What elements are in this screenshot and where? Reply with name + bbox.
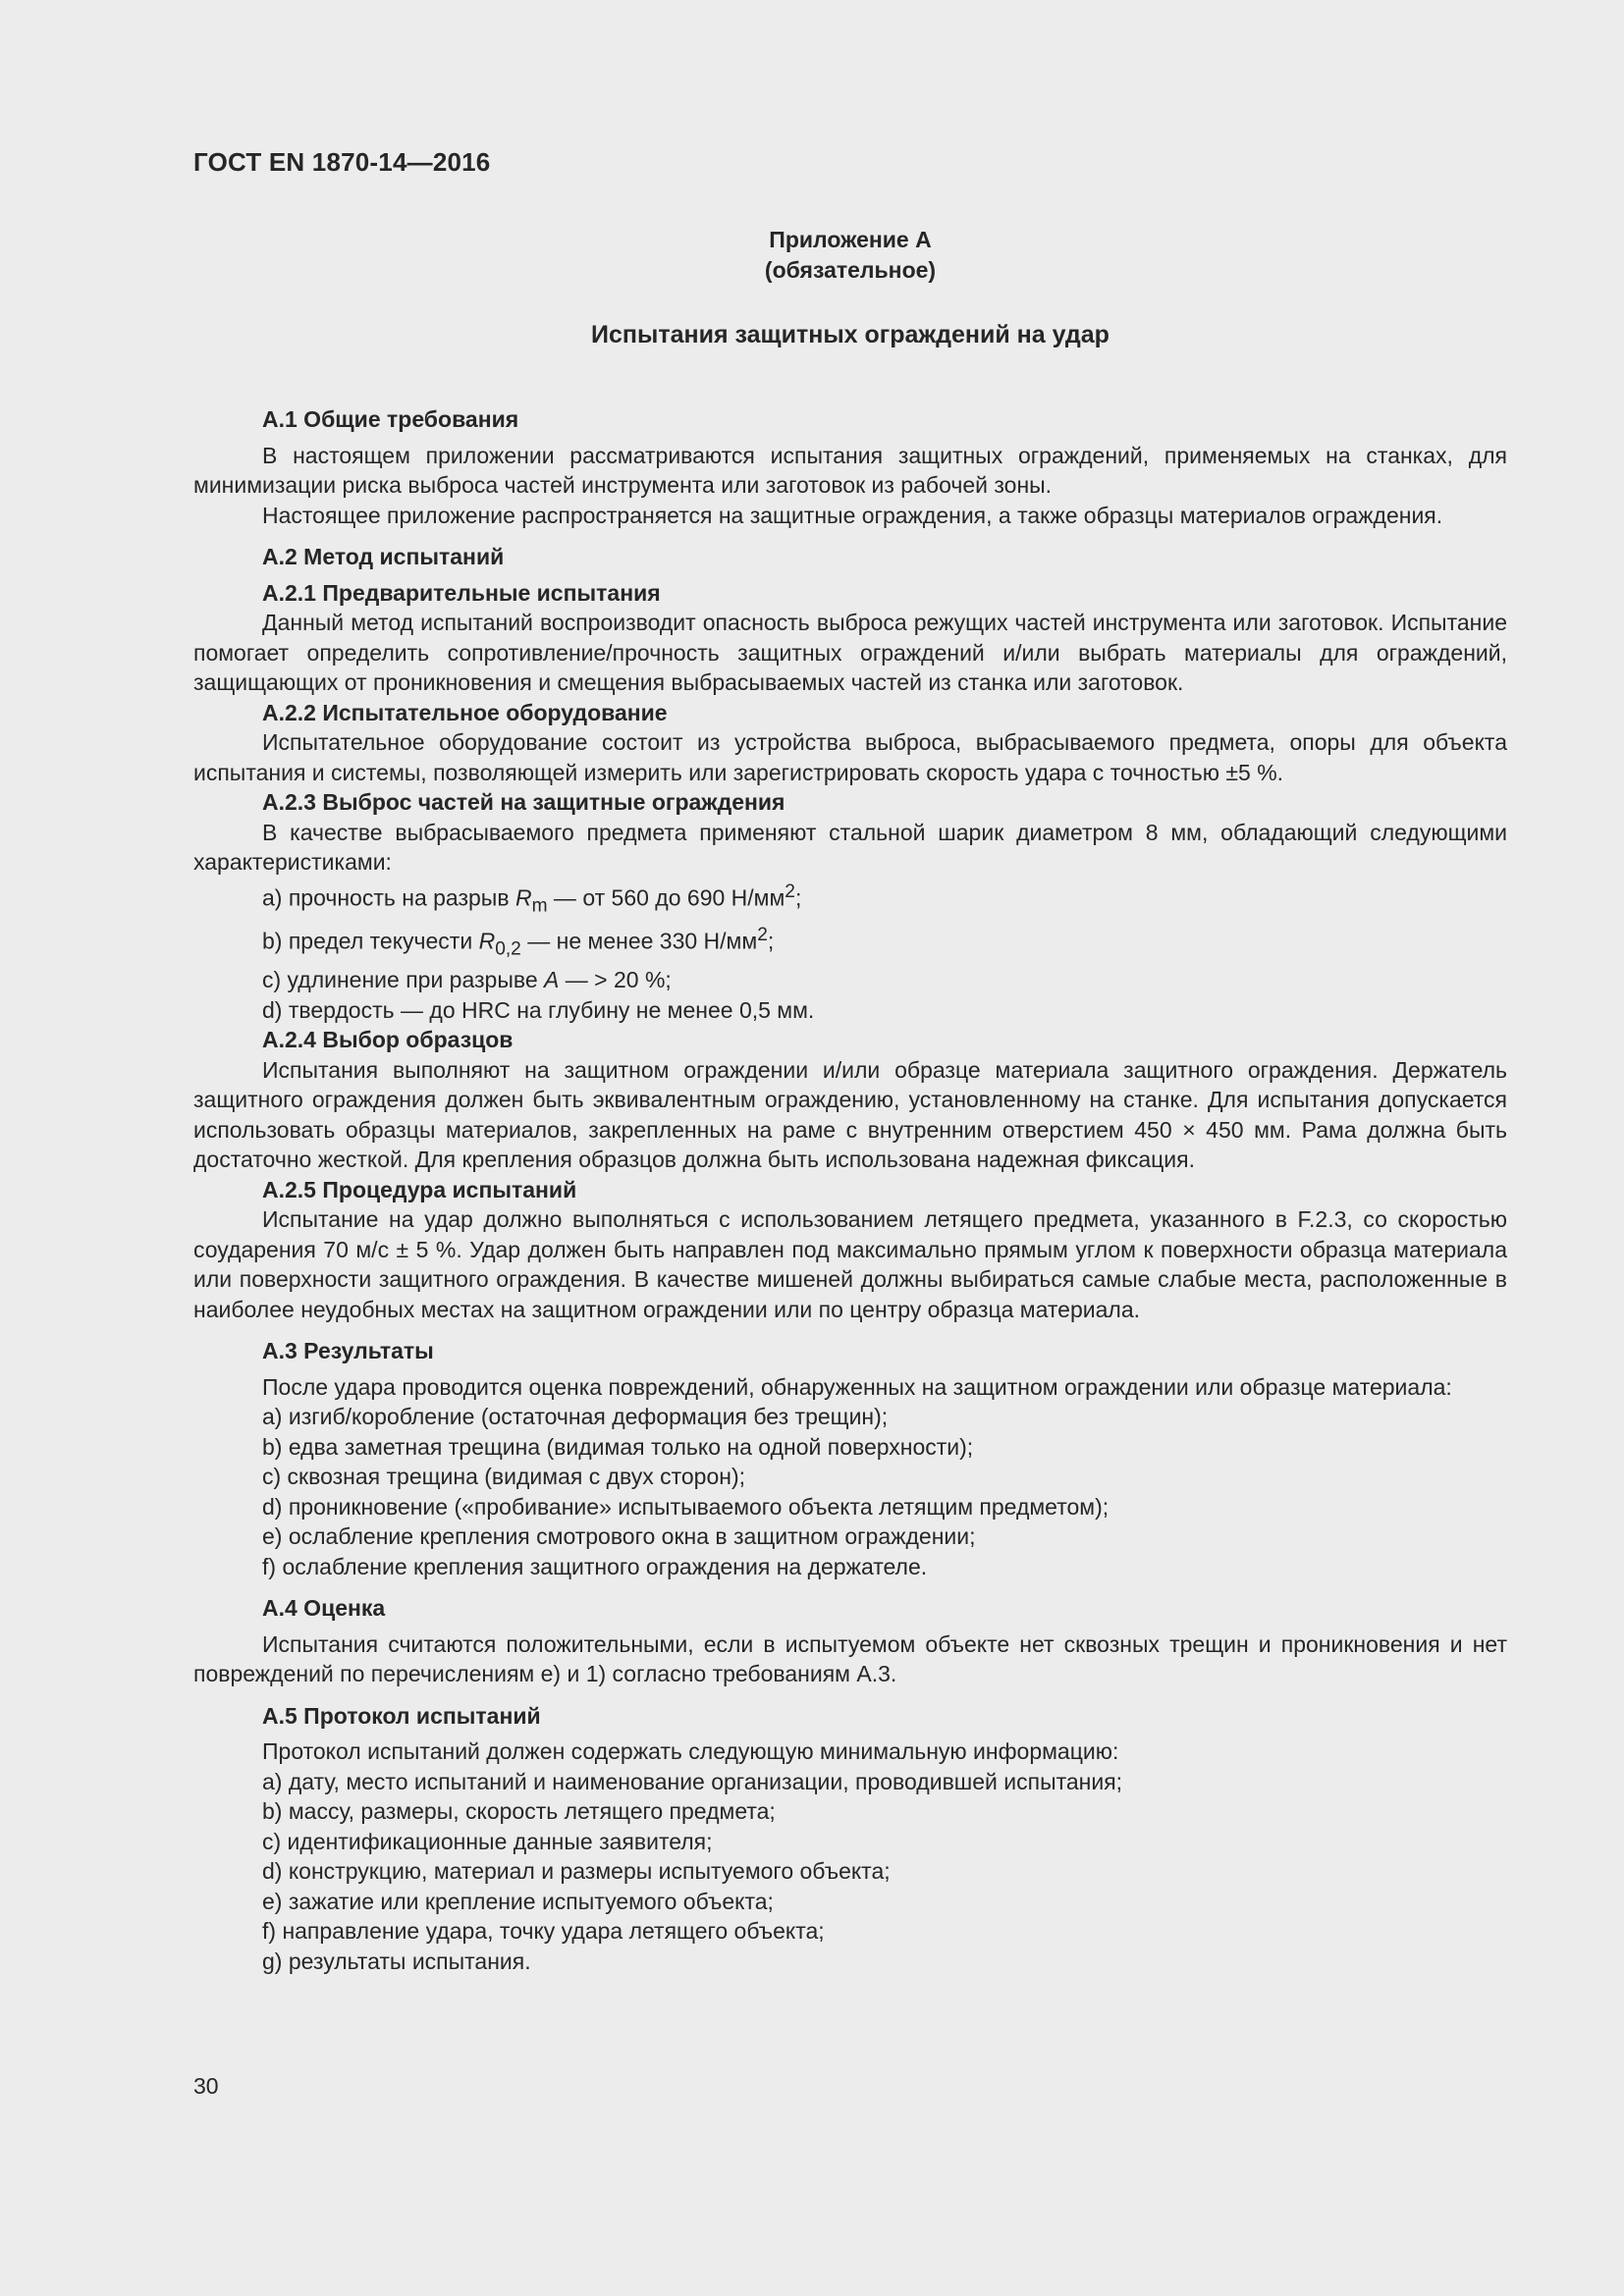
section-a1-heading: А.1 Общие требования	[262, 406, 519, 432]
section-a3-heading: А.3 Результаты	[262, 1338, 434, 1363]
list-item-a3: c) сквозная трещина (видимая с двух сторон);	[262, 1464, 746, 1489]
list-item-a5: f) направление удара, точку удара летящего объекта;	[262, 1918, 825, 1944]
page-number: 30	[193, 2073, 219, 2099]
list-item-a23-d: d) твердость — до HRC на глубину не менее 0,5 мм.	[262, 996, 815, 1023]
section-a4-paragraph: Испытания считаются положительными, если в испытуемом объекте нет сквозных трещин и проникновения и нет повреждений по перечислениям е) и 1) согласно требованиям А.3.	[193, 1630, 1507, 1686]
section-a23-paragraph: В качестве выбрасываемого предмета применяют стальной шарик диаметром 8 мм, обладающий следующими характеристиками:	[193, 819, 1507, 875]
section-a25-paragraph: Испытание на удар должно выполняться с использованием летящего предмета, указанного в F.2.3, со скоростью соударения 70 м/с ± 5 %. Удар должен быть направлен под максимально прямым углом к поверхности образца материала или поверхности защитного ограждения. В качестве мишеней должны выбираться самые слабые места, расположенные в наиболее неудобных местах на защитном ограждении или по центру образца материала.	[193, 1206, 1507, 1322]
section-a5-heading: А.5 Протокол испытаний	[262, 1702, 541, 1729]
annex-title: Приложение А	[769, 227, 932, 252]
annex-heading	[193, 225, 1507, 286]
list-item-a3: d) проникновение («пробивание» испытываемого объекта летящим предметом);	[262, 1493, 1110, 1520]
annex-main-title: Испытания защитных ограждений на удар	[591, 321, 1110, 348]
section-a22-paragraph: Испытательное оборудование состоит из устройства выброса, выбрасываемого предмета, опоры для объекта испытания и системы, позволяющей измерить или зарегистрировать скорость удара с точностью ±5 %.	[193, 729, 1507, 785]
document-code: ГОСТ EN 1870-14—2016	[193, 147, 491, 177]
section-a2-heading: А.2 Метод испытаний	[262, 544, 505, 569]
list-item-a5: a) дату, место испытаний и наименование организации, проводившей испытания;	[262, 1768, 1123, 1794]
section-a21-heading: А.2.1 Предварительные испытания	[262, 579, 661, 606]
section-a24-paragraph: Испытания выполняют на защитном ограждении и/или образце материала защитного ограждения. Держатель защитного ограждения должен быть эквивалентным ограждению, установленному на станке. Для испытания допускается использовать образцы материалов, закрепленных на раме с внутренним отверстием 450 × 450 мм. Рама должна быть достаточно жесткой. Для крепления образцов должна быть использована надежная фиксация.	[193, 1056, 1507, 1172]
list-item-a5: g) результаты испытания.	[262, 1948, 531, 1974]
list-item-a5: d) конструкцию, материал и размеры испытуемого объекта;	[262, 1858, 891, 1884]
section-a4-heading: А.4 Оценка	[262, 1595, 386, 1621]
section-a24-heading: А.2.4 Выбор образцов	[262, 1027, 514, 1052]
list-item-a3: a) изгиб/коробление (остаточная деформация без трещин);	[262, 1404, 889, 1429]
list-item-a23-b: b) предел текучести $R_{0,2}$ — не менее 330 $Н/мм^2$;	[262, 925, 775, 960]
section-a21-paragraph: Данный метод испытаний воспроизводит опасность выброса режущих частей инструмента или заготовок. Испытание помогает определить сопротивление/прочность защитных ограждений и/или выбрать материалы для ограждений, защищающих от проникновения и смещения выбрасываемых частей из станка или заготовок.	[193, 610, 1507, 695]
section-a23-heading: А.2.3 Выброс частей на защитные ограждения	[262, 789, 785, 815]
list-item-a5: e) зажатие или крепление испытуемого объекта;	[262, 1888, 774, 1914]
list-item-a3: e) ослабление крепления смотрового окна в защитном ограждении;	[262, 1523, 976, 1549]
list-item-a23-c: c) удлинение при разрыве A — > 20 %;	[262, 967, 672, 992]
document-body	[193, 393, 1507, 1976]
section-a25-heading: А.2.5 Процедура испытаний	[262, 1176, 577, 1202]
section-a22-heading: А.2.2 Испытательное оборудование	[262, 699, 668, 725]
list-item-a3: b) едва заметная трещина (видимая только на одной поверхности);	[262, 1433, 974, 1460]
section-a3-paragraph: После удара проводится оценка повреждений, обнаруженных на защитном ограждении или образце материала:	[262, 1373, 1452, 1400]
section-a1-paragraph-2: Настоящее приложение распространяется на защитные ограждения, а также образцы материалов ограждения.	[262, 502, 1443, 528]
list-item-a5: c) идентификационные данные заявителя;	[262, 1828, 713, 1854]
section-a5-intro: Протокол испытаний должен содержать следующую минимальную информацию:	[262, 1738, 1119, 1764]
list-item-a23-a: a) прочность на разрыв $R_m$ — от 560 до 690 $Н/мм^2$;	[262, 881, 802, 916]
list-item-a5: b) массу, размеры, скорость летящего предмета;	[262, 1798, 776, 1824]
list-item-a3: f) ослабление крепления защитного ограждения на держателе.	[262, 1553, 928, 1579]
annex-status: (обязательное)	[764, 257, 937, 283]
section-a1-paragraph-1: В настоящем приложении рассматриваются испытания защитных ограждений, применяемых на станках, для минимизации риска выброса частей инструмента или заготовок из рабочей зоны.	[193, 442, 1507, 498]
